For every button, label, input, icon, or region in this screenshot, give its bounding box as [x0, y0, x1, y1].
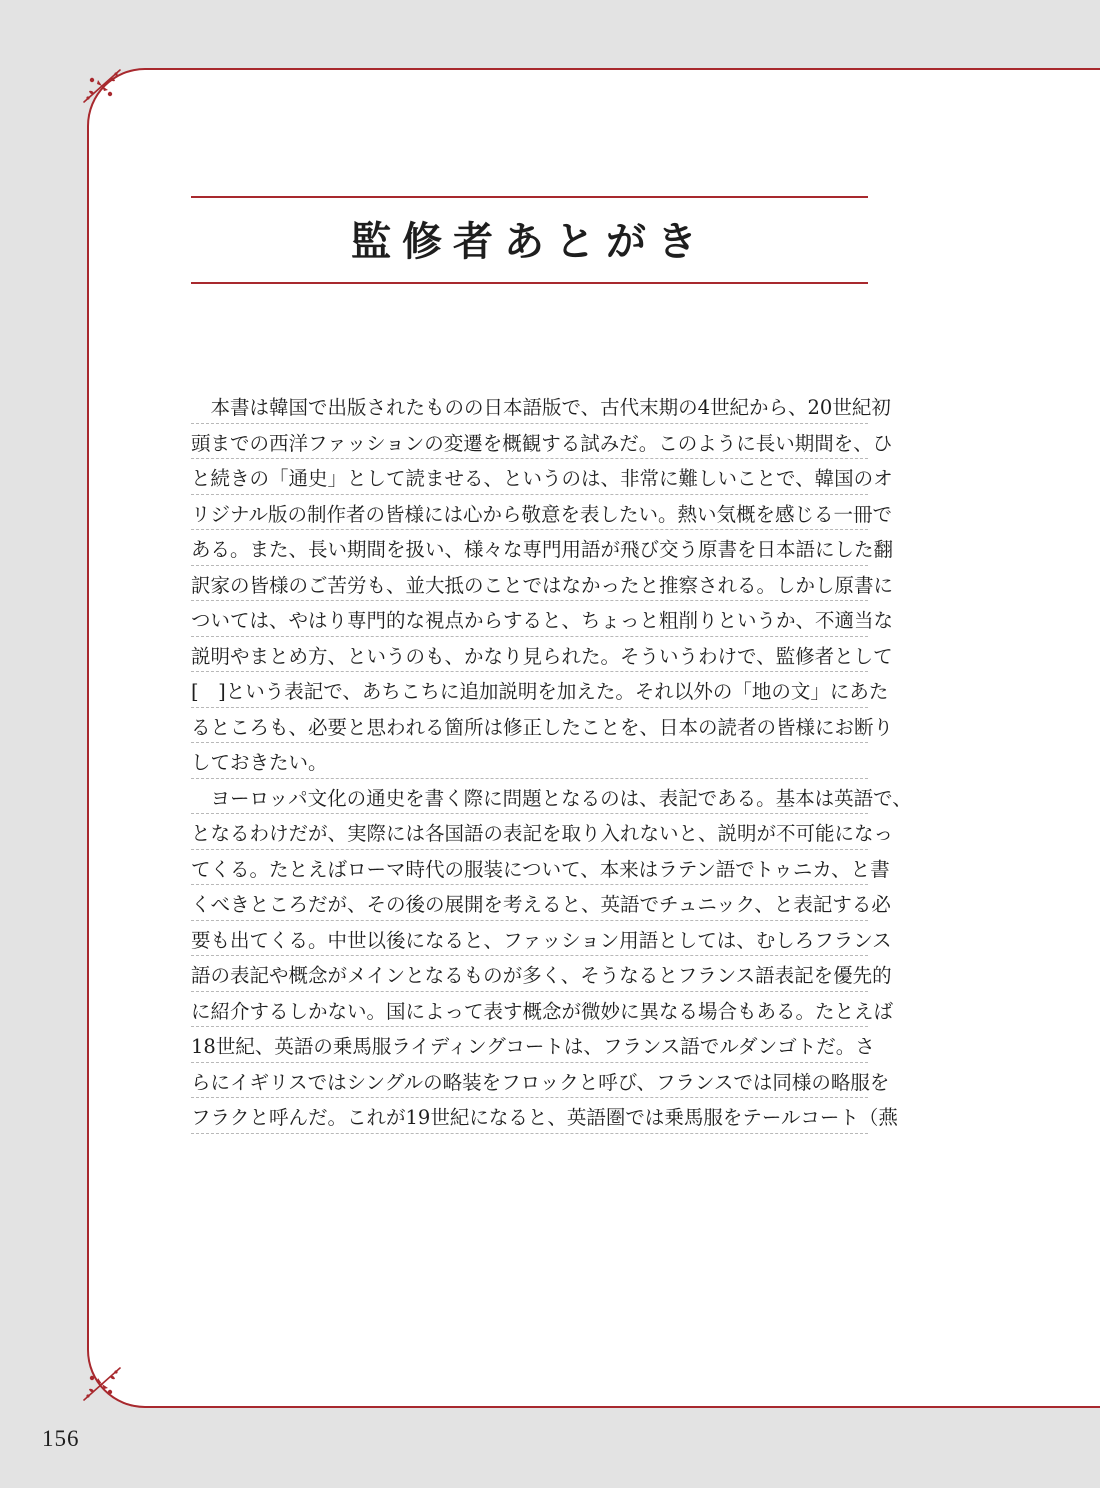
title-rule-top — [191, 196, 868, 198]
text-line: 要も出てくる。中世以後になると、ファッション用語としては、むしろフランス — [191, 921, 868, 957]
text-line: [ ]という表記で、あちこちに追加説明を加えた。それ以外の「地の文」にあた — [191, 672, 868, 708]
text-line: るところも、必要と思われる箇所は修正したことを、日本の読者の皆様にお断り — [191, 708, 868, 744]
text-line: 本書は韓国で出版されたものの日本語版で、古代末期の4世紀から、20世紀初 — [191, 388, 868, 424]
text-line: 頭までの西洋ファッションの変遷を概観する試みだ。このように長い期間を、ひ — [191, 424, 868, 460]
text-line: 訳家の皆様のご苦労も、並大抵のことではなかったと推察される。しかし原書に — [191, 566, 868, 602]
text-line: 説明やまとめ方、というのも、かなり見られた。そういうわけで、監修者として — [191, 637, 868, 673]
text-line: となるわけだが、実際には各国語の表記を取り入れないと、説明が不可能になっ — [191, 814, 868, 850]
text-line: ついては、やはり専門的な視点からすると、ちょっと粗削りというか、不適当な — [191, 601, 868, 637]
text-line: 語の表記や概念がメインとなるものが多く、そうなるとフランス語表記を優先的 — [191, 956, 868, 992]
text-line: くべきところだが、その後の展開を考えると、英語でチュニック、と表記する必 — [191, 885, 868, 921]
fleuron-ornament-top — [80, 66, 124, 106]
text-line: と続きの「通史」として読ませる、というのは、非常に難しいことで、韓国のオ — [191, 459, 868, 495]
text-line: らにイギリスではシングルの略装をフロックと呼び、フランスでは同様の略服を — [191, 1063, 868, 1099]
body-text — [191, 388, 912, 1134]
title-rule-bottom — [191, 282, 868, 284]
text-line: しておきたい。 — [191, 743, 868, 779]
text-line: ヨーロッパ文化の通史を書く際に問題となるのは、表記である。基本は英語で、 — [191, 779, 868, 815]
text-line: ある。また、長い期間を扱い、様々な専門用語が飛び交う原書を日本語にした翻 — [191, 530, 868, 566]
text-line: てくる。たとえばローマ時代の服装について、本来はラテン語でトゥニカ、と書 — [191, 850, 868, 886]
text-line: リジナル版の制作者の皆様には心から敬意を表したい。熱い気概を感じる一冊で — [191, 495, 868, 531]
page-title: 監修者あとがき — [351, 219, 708, 265]
text-line: フラクと呼んだ。これが19世紀になると、英語圏では乗馬服をテールコート（燕 — [191, 1098, 868, 1134]
fleuron-ornament-bottom — [80, 1364, 124, 1404]
text-line: に紹介するしかない。国によって表す概念が微妙に異なる場合もある。たとえば — [191, 992, 868, 1028]
page-number: 156 — [42, 1426, 80, 1451]
text-line: 18世紀、英語の乗馬服ライディングコートは、フランス語でルダンゴトだ。さ — [191, 1027, 868, 1063]
